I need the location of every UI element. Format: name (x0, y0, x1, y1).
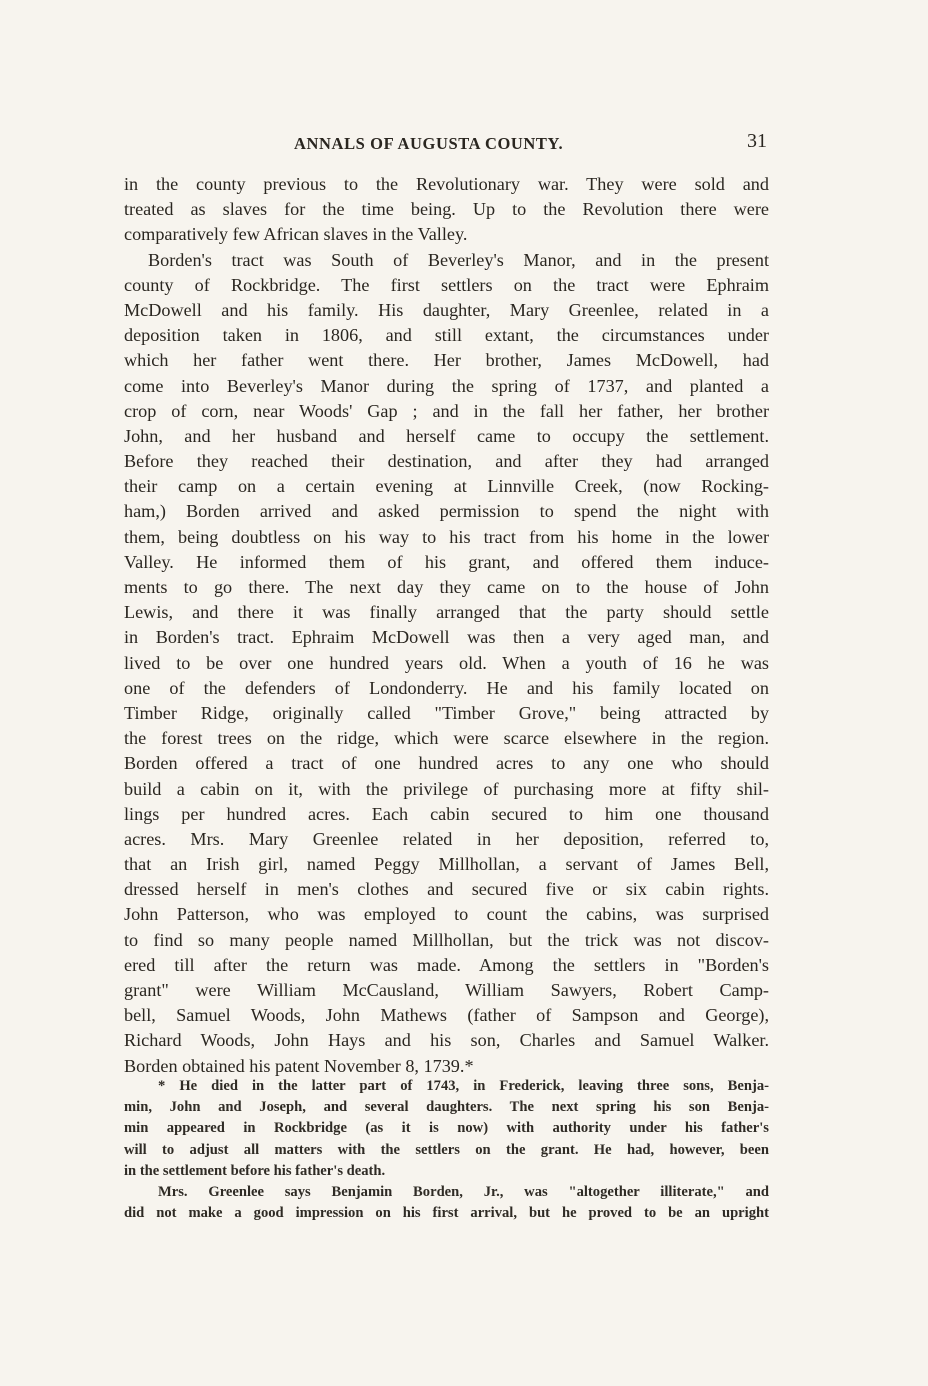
body-line: McDowell and his family. His daughter, Mary Greenlee, related in a (124, 299, 769, 320)
body-line: ham,) Borden arrived and asked permission to spend the night with (124, 501, 769, 522)
body-line: which her father went there. Her brother, James McDowell, had (124, 350, 769, 371)
body-line: treated as slaves for the time being. Up to the Revolution there were (124, 199, 769, 220)
body-line: John Patterson, who was employed to count the cabins, was surprised (124, 904, 769, 925)
footnote-line: min appeared in Rockbridge (as it is now) with authority under his father's (124, 1120, 769, 1137)
footnote-line: min, John and Joseph, and several daughters. The next spring his son Benja- (124, 1099, 769, 1116)
running-head-title: ANNALS OF AUGUSTA COUNTY. (294, 134, 564, 153)
body-line: Lewis, and there it was finally arranged that the party should settle (124, 602, 769, 623)
body-line: the forest trees on the ridge, which were scarce elsewhere in the region. (124, 728, 769, 749)
body-line: deposition taken in 1806, and still extant, the circumstances under (124, 325, 769, 346)
body-line: in the county previous to the Revolutionary war. They were sold and (124, 174, 769, 194)
footnote-line: * He died in the latter part of 1743, in Frederick, leaving three sons, Benja- (158, 1078, 769, 1094)
body-line: ments to go there. The next day they came on to the house of John (124, 577, 769, 597)
body-line: to find so many people named Millhollan, but the trick was not discov- (124, 929, 769, 950)
body-line: Richard Woods, John Hays and his son, Charles and Samuel Walker. (124, 1030, 769, 1051)
running-header (124, 130, 769, 158)
body-line: Borden's tract was South of Beverley's Manor, and in the present (148, 249, 769, 270)
body-line: build a cabin on it, with the privilege of purchasing more at fifty shil- (124, 778, 769, 799)
body-line: bell, Samuel Woods, John Mathews (father of Sampson and George), (124, 1005, 769, 1026)
footnote-line: will to adjust all matters with the settlers on the grant. He had, however, been (124, 1141, 769, 1158)
body-text (124, 172, 769, 1079)
footnote (124, 1076, 769, 1224)
body-line: acres. Mrs. Mary Greenlee related in her deposition, referred to, (124, 828, 769, 849)
body-line: in Borden's tract. Ephraim McDowell was then a very aged man, and (124, 627, 769, 648)
page-number: 31 (747, 130, 767, 152)
body-line: comparatively few African slaves in the Valley. (124, 224, 468, 245)
body-line: lings per hundred acres. Each cabin secured to him one thousand (124, 803, 769, 824)
footnote-line: Mrs. Greenlee says Benjamin Borden, Jr., was "altogether illiterate," and (158, 1183, 769, 1200)
body-line: them, being doubtless on his way to his tract from his home in the lower (124, 526, 769, 547)
footnote-line: did not make a good impression on his first arrival, but he proved to be an upright (124, 1205, 769, 1222)
body-line: their camp on a certain evening at Linnville Creek, (now Rocking- (124, 476, 769, 497)
body-line: Valley. He informed them of his grant, and offered them induce- (124, 551, 769, 572)
footnote-line: in the settlement before his father's death. (124, 1162, 386, 1179)
body-line: county of Rockbridge. The first settlers on the tract were Ephraim (124, 274, 769, 295)
body-line: crop of corn, near Woods' Gap ; and in the fall her father, her brother (124, 400, 769, 421)
body-line: John, and her husband and herself came to occupy the settlement. (124, 425, 769, 446)
body-line: lived to be over one hundred years old. When a youth of 16 he was (124, 652, 769, 673)
body-line: Timber Ridge, originally called "Timber Grove," being attracted by (124, 702, 769, 723)
body-line: come into Beverley's Manor during the spring of 1737, and planted a (124, 375, 769, 396)
body-line: Borden offered a tract of one hundred acres to any one who should (124, 753, 769, 774)
body-line: that an Irish girl, named Peggy Millhollan, a servant of James Bell, (124, 854, 769, 875)
body-line: dressed herself in men's clothes and secured five or six cabin rights. (124, 879, 769, 900)
body-line: ered till after the return was made. Among the settlers in "Borden's (124, 954, 769, 975)
body-line: Borden obtained his patent November 8, 1739.* (124, 1055, 474, 1076)
body-line: Before they reached their destination, and after they had arranged (124, 451, 769, 472)
body-line: one of the defenders of Londonderry. He and his family located on (124, 677, 769, 698)
body-line: grant" were William McCausland, William Sawyers, Robert Camp- (124, 980, 769, 1000)
